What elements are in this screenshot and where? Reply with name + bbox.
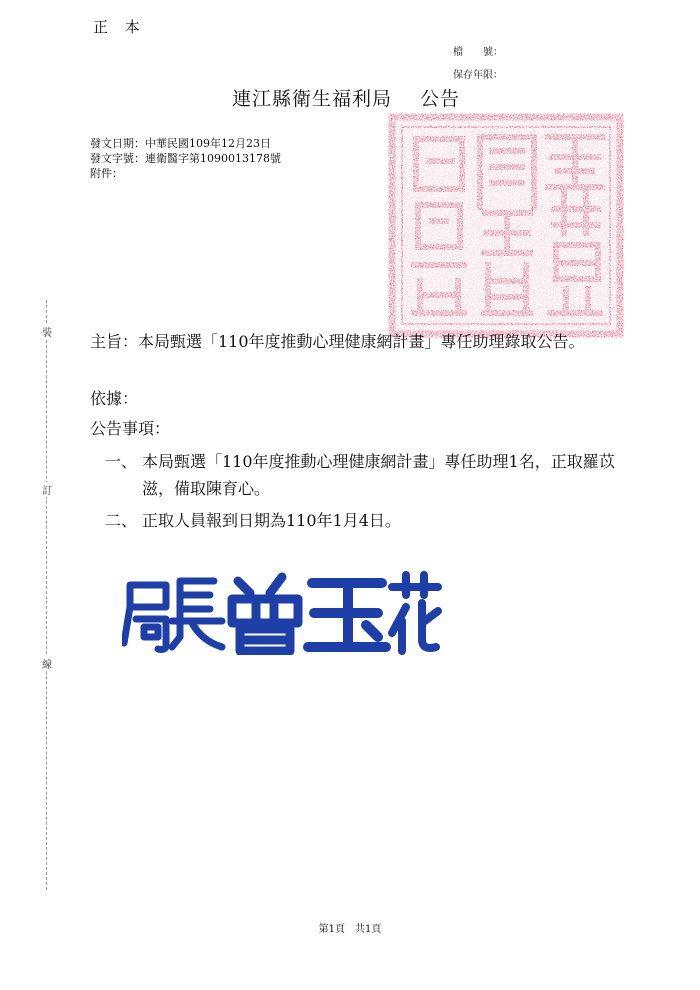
item-text: 本局甄選「110年度推動心理健康網計畫」專任助理1名，正取羅苡滋，備取陳育心。 bbox=[142, 452, 615, 498]
binding-mark: 裝 bbox=[41, 324, 53, 339]
header-info bbox=[90, 136, 281, 181]
basis-label: 依據： bbox=[90, 389, 139, 408]
announcement-item bbox=[105, 448, 635, 502]
binding-mark: 訂 bbox=[41, 482, 53, 497]
item-number: 二、 bbox=[105, 511, 138, 530]
issue-date: 發文日期：中華民國109年12月23日 bbox=[90, 137, 271, 150]
items-heading: 公告事項： bbox=[90, 419, 171, 438]
copy-mark: 正 本 bbox=[93, 18, 146, 36]
subject-label: 主旨： bbox=[90, 332, 139, 351]
official-seal bbox=[388, 113, 624, 338]
archive-number-label: 檔 號： bbox=[453, 47, 503, 58]
retention-period-label: 保存年限： bbox=[453, 70, 503, 81]
announcement-item bbox=[105, 507, 635, 534]
attachment: 附件： bbox=[90, 167, 123, 180]
document-title bbox=[232, 84, 460, 111]
subject-text: 本局甄選「110年度推動心理健康網計畫」專任助理錄取公告。 bbox=[138, 332, 585, 351]
item-number: 一、 bbox=[105, 452, 138, 471]
item-text: 正取人員報到日期為110年1月4日。 bbox=[142, 511, 401, 530]
binding-line bbox=[46, 300, 47, 890]
page-footer bbox=[0, 920, 700, 935]
director-signature-stamp bbox=[122, 567, 442, 655]
total-pages: 共1頁 bbox=[355, 924, 382, 935]
document-type: 公告 bbox=[420, 88, 461, 110]
document-number: 發文字號：連衛醫字第1090013178號 bbox=[90, 152, 281, 165]
subject-section bbox=[90, 330, 640, 354]
issuer-name: 連江縣衛生福利局 bbox=[232, 88, 393, 110]
page-number: 第1頁 bbox=[318, 924, 345, 935]
binding-mark: 線 bbox=[41, 656, 53, 671]
